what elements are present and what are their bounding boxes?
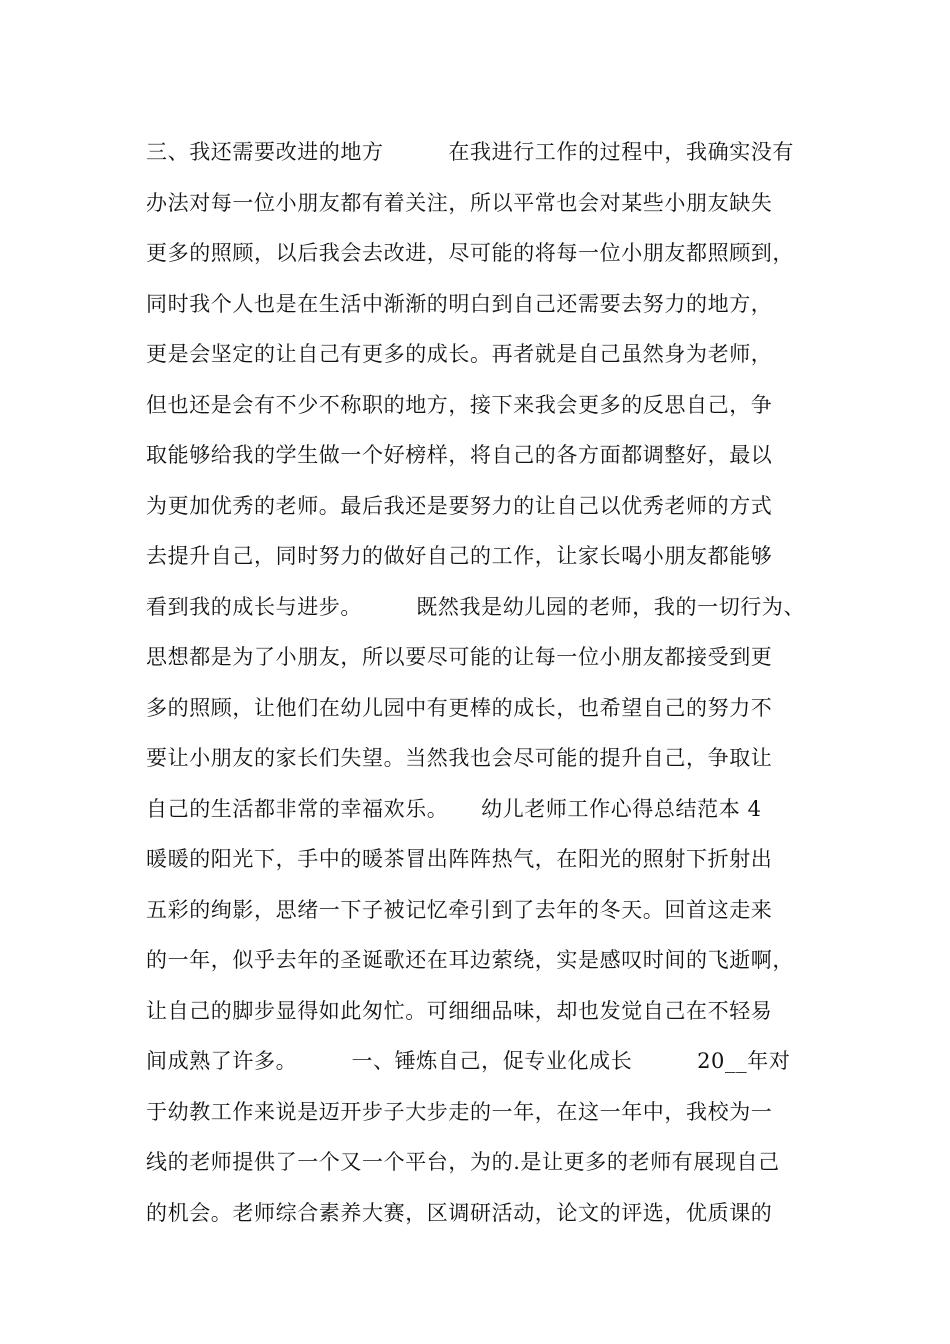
text-line-6: 但也还是会有不少不称职的地方，接下来我会更多的反思自己，争 xyxy=(146,392,773,417)
text-line-9: 去提升自己，同时努力的做好自己的工作，让家长喝小朋友都能够 xyxy=(146,544,773,568)
text-line-18: 让自己的脚步显得如此匆忙。可细细品味，却也发觉自己在不轻易 xyxy=(146,998,773,1023)
text-line-16: 五彩的绚影，思绪一下子被记忆牵引到了去年的冬天。回首这走来 xyxy=(146,897,773,922)
text-line-1: 三、我还需要改进的地方 在我进行工作的过程中，我确实没有 xyxy=(146,140,794,164)
text-line-5: 更是会坚定的让自己有更多的成长。再者就是自己虽然身为老师， xyxy=(146,342,773,366)
text-line-4: 同时我个人也是在生活中渐渐的明白到自己还需要去努力的地方， xyxy=(146,291,773,316)
text-line-7: 取能够给我的学生做一个好榜样，将自己的各方面都调整好，最以 xyxy=(146,443,773,467)
text-line-10: 看到我的成长与进步。 既然我是幼儿园的老师，我的一切行为、 xyxy=(146,594,806,619)
text-line-22: 的机会。老师综合素养大赛，区调研活动，论文的评选，优质课的 xyxy=(146,1200,773,1225)
text-line-13: 要让小朋友的家长们失望。当然我也会尽可能的提升自己，争取让 xyxy=(146,746,773,770)
text-line-20: 于幼教工作来说是迈开步子大步走的一年，在这一年中，我校为一 xyxy=(146,1099,773,1124)
text-line-12: 多的照顾，让他们在幼儿园中有更棒的成长，也希望自己的努力不 xyxy=(146,695,773,720)
text-line-19: 间成熟了许多。 一、锤炼自己，促专业化成长 20__年对 xyxy=(146,1049,791,1073)
body-text xyxy=(146,130,826,1241)
text-line-21: 线的老师提供了一个又一个平台，为的.是让更多的老师有展现自己 xyxy=(146,1150,780,1174)
text-line-2: 办法对每一位小朋友都有着关注，所以平常也会对某些小朋友缺失 xyxy=(146,190,773,215)
text-line-17: 的一年，似乎去年的圣诞歌还在耳边萦绕，实是感叹时间的飞逝啊， xyxy=(146,948,794,972)
text-line-14: 自己的生活都非常的幸福欢乐。 幼儿老师工作心得总结范本 4 xyxy=(146,796,762,821)
text-line-8: 为更加优秀的老师。最后我还是要努力的让自己以优秀老师的方式 xyxy=(146,493,773,518)
text-line-15: 暖暖的阳光下，手中的暖茶冒出阵阵热气，在阳光的照射下折射出 xyxy=(146,847,773,871)
text-line-3: 更多的照顾，以后我会去改进，尽可能的将每一位小朋友都照顾到， xyxy=(146,241,794,265)
text-line-11: 思想都是为了小朋友，所以要尽可能的让每一位小朋友都接受到更 xyxy=(146,645,773,669)
